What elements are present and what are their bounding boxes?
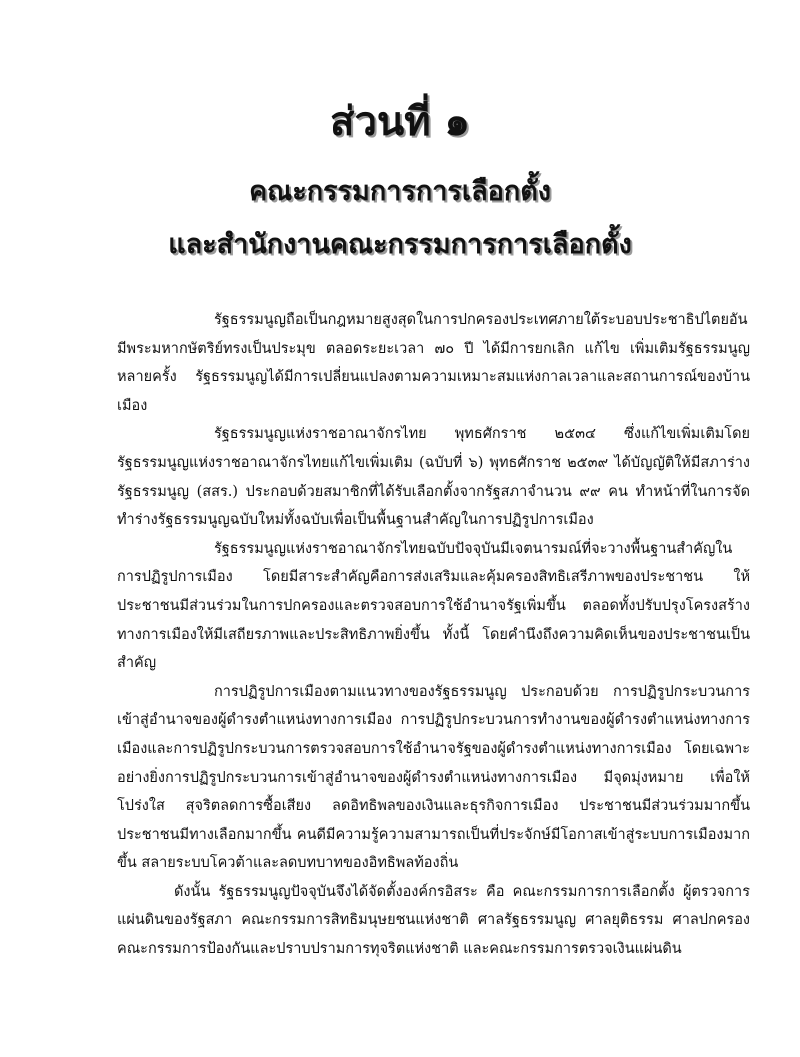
chapter-title-line-1: คณะกรรมการการเลือกตั้ง bbox=[249, 176, 551, 207]
paragraph-constitution-overview: รัฐธรรมนูญถือเป็นกฎหมายสูงสุดในการปกครองประเทศภายใต้ระบอบประชาธิปไตยอันมีพระมหากษัตริย์ทรงเป็นประมุข ตลอดระยะเวลา ๗๐ ปี ได้มีการยกเลิก แก้ไข เพิ่มเติมรัฐธรรมนูญหลายครั้ง รัฐธรรมนูญได้มีการเปลี่ยนแปลงตามความเหมาะสมแห่งกาลเวลาและสถานการณ์ของบ้านเมือง bbox=[117, 312, 750, 414]
paragraph-political-reform: การปฏิรูปการเมืองตามแนวทางของรัฐธรรมนูญ ประกอบด้วย การปฏิรูปกระบวนการเข้าสู่อำนาจของผู้ดำรงตำแหน่งทางการเมือง การปฏิรูปกระบวนการทำงานของผู้ดำรงตำแหน่งทางการเมืองและการปฏิรูปกระบวนการตรวจสอบการใช้อำนาจรัฐของผู้ดำรงตำแหน่งทางการเมือง โดยเฉพาะอย่างยิ่งการปฏิรูปกระบวนการเข้าสู่อำนาจของผู้ดำรงตำแหน่งทางการเมือง มีจุดมุ่งหมาย เพื่อให้โปร่งใส สุจริตลดการซื้อเสียง ลดอิทธิพลของเงินและธุรกิจการเมือง ประชาชนมีส่วนร่วมมากขึ้น ประชาชนมีทางเลือกมากขึ้น คนดีมีความรู้ความสามารถเป็นที่ประจักษ์มีโอกาสเข้าสู่ระบบการเมืองมากขึ้น สลายระบบโควต้าและลดบทบาทของอิทธิพลท้องถิ่น bbox=[117, 683, 750, 872]
part-title: ส่วนที่ ๑ bbox=[330, 98, 470, 145]
paragraph-constitution-intent: รัฐธรรมนูญแห่งราชอาณาจักรไทยฉบับปัจจุบันมีเจตนารมณ์ที่จะวางพื้นฐานสำคัญในการปฏิรูปการเมือง โดยมีสาระสำคัญคือการส่งเสริมและคุ้มครองสิทธิเสรีภาพของประชาชน ให้ประชาชนมีส่วนร่วมในการปกครองและตรวจสอบการใช้อำนาจรัฐเพิ่มขึ้น ตลอดทั้งปรับปรุงโครงสร้างทางการเมืองให้มีเสถียรภาพและประสิทธิภาพยิ่งขึ้น ทั้งนี้ โดยคำนึงถึงความคิดเห็นของประชาชนเป็นสำคัญ bbox=[117, 540, 750, 672]
paragraph-constitution-amendment: รัฐธรรมนูญแห่งราชอาณาจักรไทย พุทธศักราช ๒๕๓๔ ซึ่งแก้ไขเพิ่มเติมโดยรัฐธรรมนูญแห่งราชอาณาจักรไทยแก้ไขเพิ่มเติม (ฉบับที่ ๖) พุทธศักราช ๒๕๓๙ ได้บัญญัติให้มีสภาร่างรัฐธรรมนูญ (สสร.) ประกอบด้วยสมาชิกที่ได้รับเลือกตั้งจากรัฐสภาจำนวน ๙๙ คน ทำหน้าที่ในการจัดทำร่างรัฐธรรมนูญฉบับใหม่ทั้งฉบับเพื่อเป็นพื้นฐานสำคัญในการปฏิรูปการเมือง bbox=[117, 426, 750, 529]
chapter-title-line-2: และสำนักงานคณะกรรมการการเลือกตั้ง bbox=[168, 229, 632, 260]
paragraph-independent-organizations: ดังนั้น รัฐธรรมนูญปัจจุบันจึงได้จัดตั้งองค์กรอิสระ คือ คณะกรรมการการเลือกตั้ง ผู้ตรวจการแผ่นดินของรัฐสภา คณะกรรมการสิทธิมนุษยชนแห่งชาติ ศาลรัฐธรรมนูญ ศาลยุติธรรม ศาลปกครอง คณะกรรมการป้องกันและปราบปรามการทุจริตแห่งชาติ และคณะกรรมการตรวจเงินแผ่นดิน bbox=[117, 883, 750, 958]
body-text bbox=[117, 306, 750, 964]
